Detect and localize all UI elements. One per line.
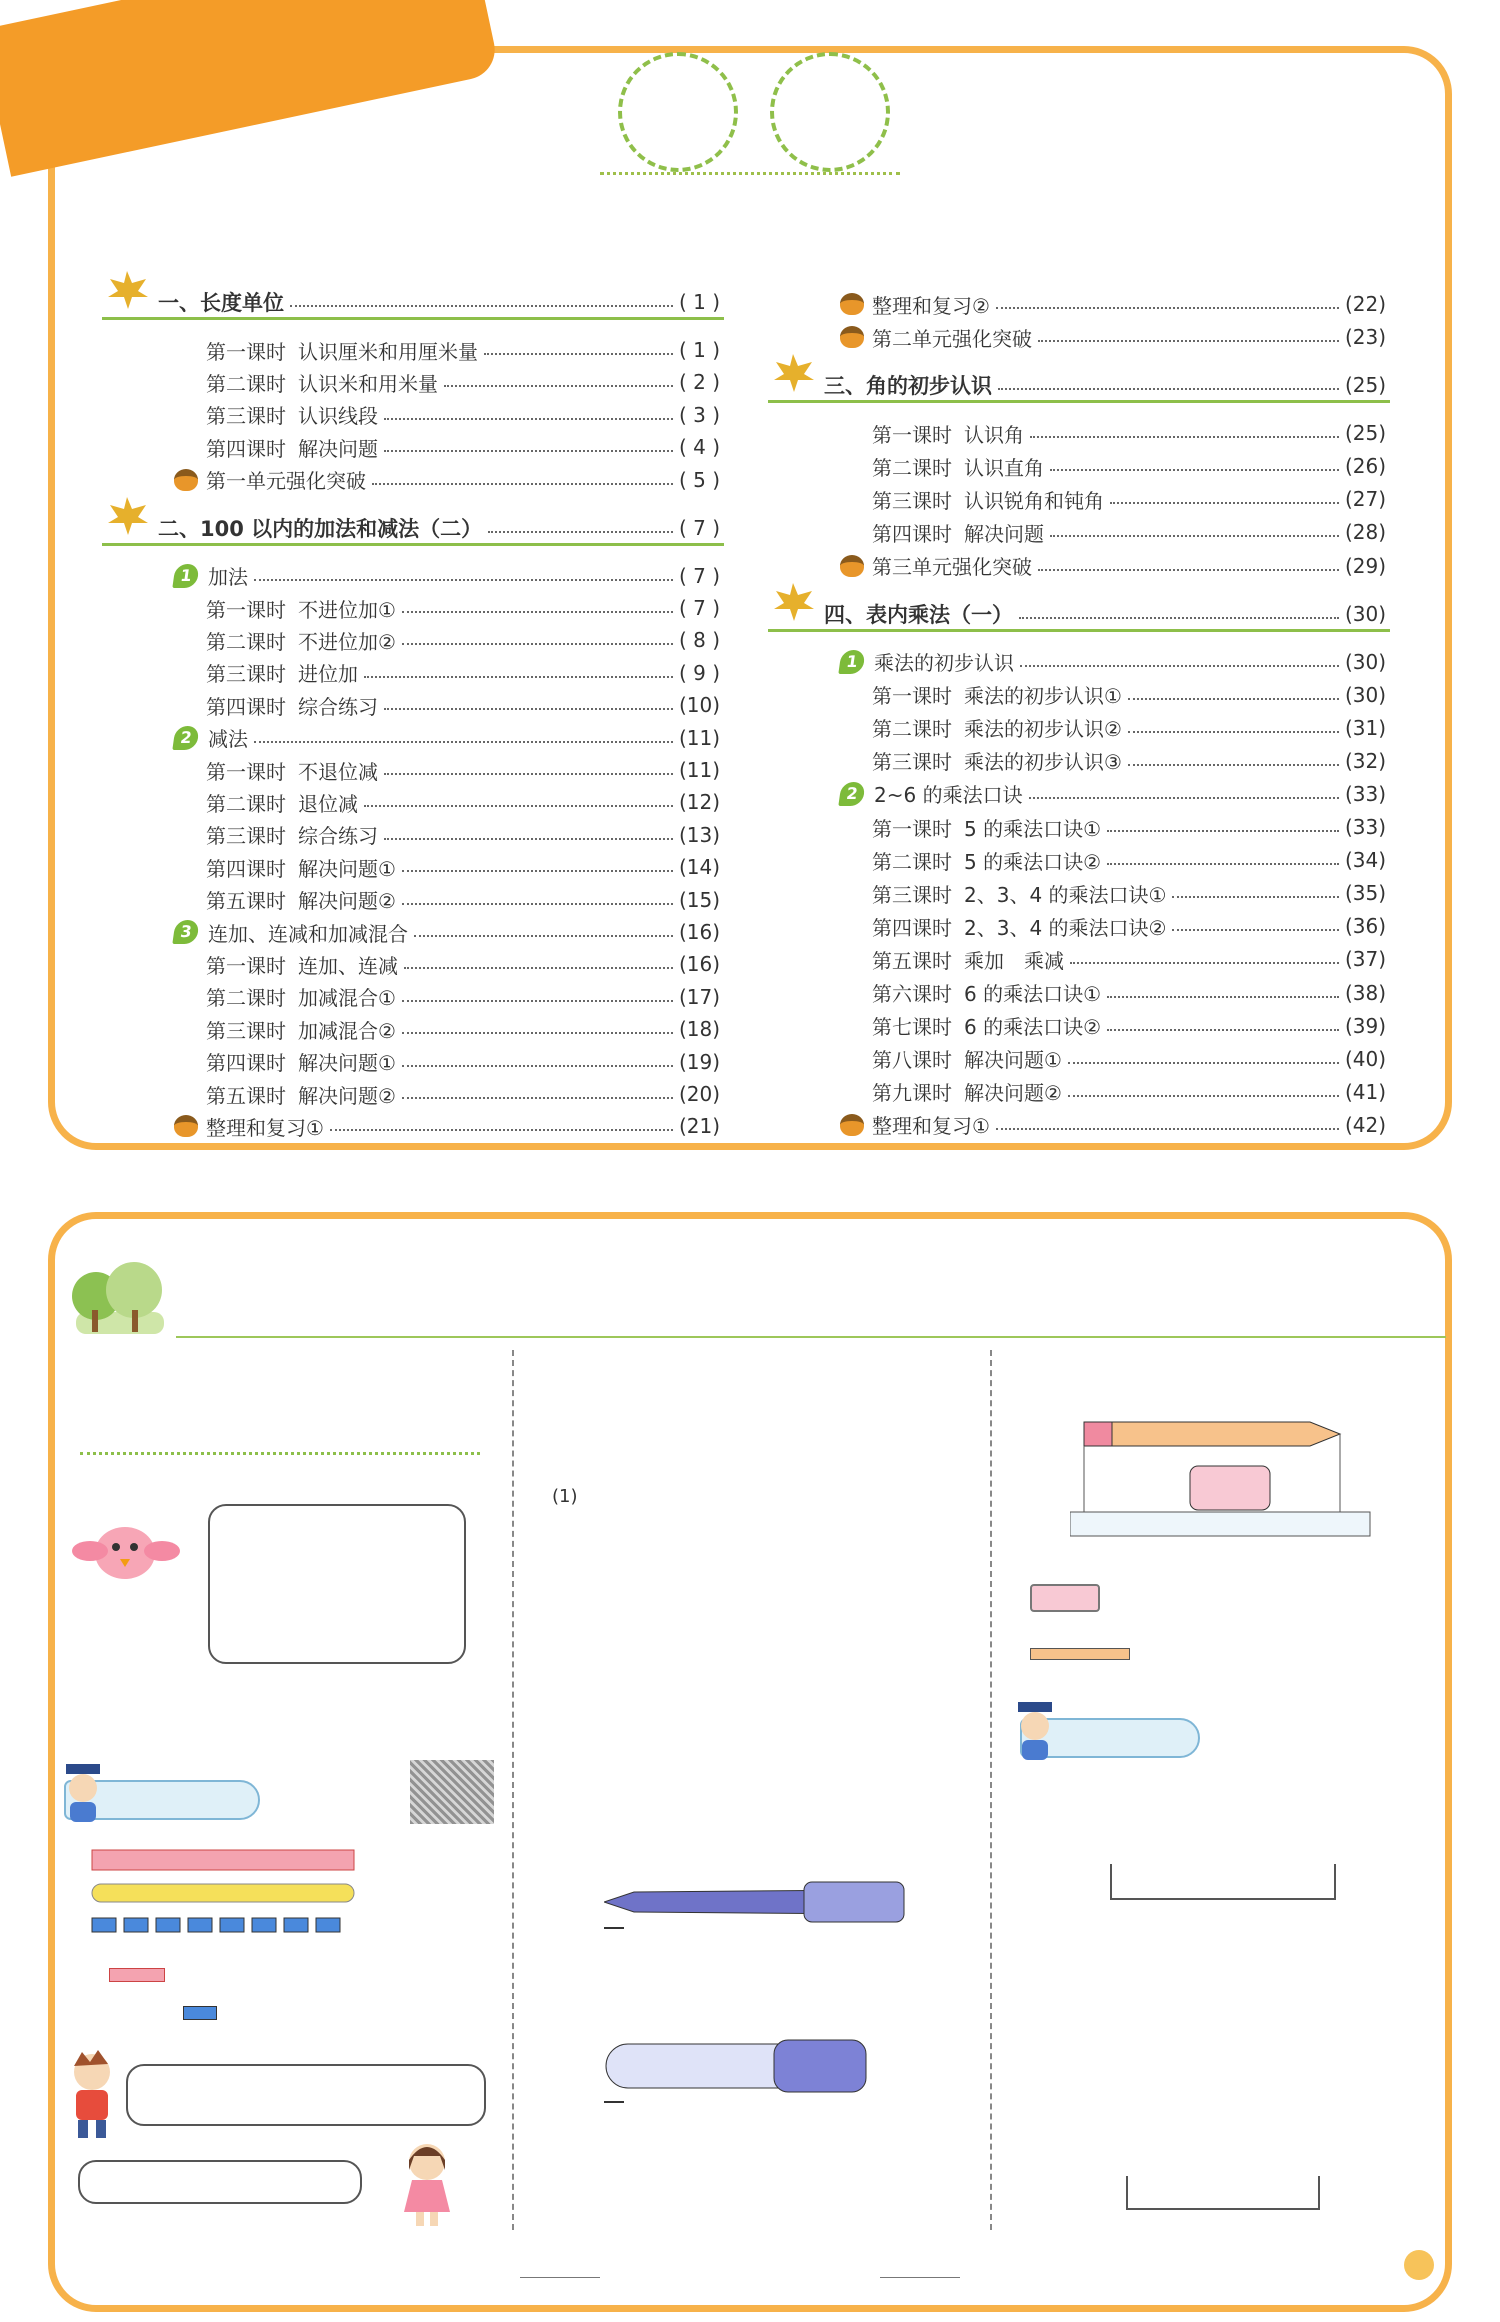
title-vine-decoration bbox=[600, 172, 900, 178]
toc-page-number: (22) bbox=[1344, 292, 1386, 316]
lesson-number: 第四课时 bbox=[206, 1051, 286, 1076]
toc-page-number: ( 8 ) bbox=[678, 628, 720, 653]
toc-entry-title: 认识厘米和用厘米量 bbox=[298, 339, 478, 364]
toc-unit-row[interactable] bbox=[158, 287, 720, 317]
toc-lesson-row[interactable] bbox=[206, 852, 720, 882]
toc-review-row[interactable] bbox=[174, 1111, 720, 1141]
dot-leader bbox=[384, 708, 673, 710]
acorn-icon bbox=[174, 469, 198, 491]
acorn-icon bbox=[840, 555, 864, 577]
toc-lesson-row[interactable] bbox=[872, 978, 1386, 1008]
lesson-number: 第七课时 bbox=[872, 1015, 952, 1040]
dot-leader bbox=[1070, 962, 1339, 964]
dot-leader bbox=[404, 967, 673, 969]
toc-entry-title: 整理和复习① bbox=[872, 1114, 990, 1139]
toc-section-row[interactable] bbox=[174, 723, 720, 753]
boy-scholar-icon-2 bbox=[1012, 1702, 1058, 1762]
toc-entry-title: 加减混合① bbox=[298, 986, 396, 1011]
toc-review-row[interactable] bbox=[840, 551, 1386, 581]
toc-page-number: ( 1 ) bbox=[678, 338, 720, 362]
toc-lesson-row[interactable] bbox=[872, 746, 1386, 776]
q1-line-1 bbox=[80, 1958, 165, 1992]
marker-figure bbox=[604, 2036, 884, 2108]
toc-page-number: (11) bbox=[678, 725, 720, 750]
toc-entry-title: 第一单元强化突破 bbox=[206, 469, 366, 494]
toc-entry-title: 第三单元强化突破 bbox=[872, 555, 1032, 579]
lesson-number: 第一课时 bbox=[872, 422, 952, 447]
dot-leader bbox=[1110, 502, 1339, 504]
dot-leader bbox=[1050, 469, 1339, 471]
lesson-number: 第四课时 bbox=[872, 521, 952, 546]
toc-entry-title: 6 的乘法口诀② bbox=[964, 1015, 1102, 1040]
maple-leaf-icon bbox=[770, 581, 816, 621]
toc-lesson-row[interactable] bbox=[872, 911, 1386, 941]
toc-lesson-row[interactable] bbox=[872, 517, 1386, 547]
toc-lesson-row[interactable] bbox=[872, 1077, 1386, 1107]
toc-page-number: (12) bbox=[678, 790, 720, 815]
dot-leader bbox=[1128, 764, 1339, 766]
toc-lesson-row[interactable] bbox=[206, 982, 720, 1012]
toc-page-number: (18) bbox=[678, 1017, 720, 1042]
maple-leaf-icon bbox=[104, 269, 150, 309]
toc-title-char-1 bbox=[618, 52, 738, 172]
dot-leader bbox=[384, 773, 673, 775]
toc-page-number: (25) bbox=[1344, 373, 1386, 398]
lesson-number: 第二课时 bbox=[206, 986, 286, 1011]
page-number bbox=[1404, 2250, 1434, 2280]
toc-lesson-row[interactable] bbox=[206, 432, 720, 462]
toc-entry-title: 认识锐角和钝角 bbox=[964, 488, 1104, 513]
q1-line-2 bbox=[154, 1996, 217, 2030]
lesson-number: 第五课时 bbox=[206, 1083, 286, 1108]
toc-lesson-row[interactable] bbox=[206, 1047, 720, 1077]
toc-lesson-row[interactable] bbox=[872, 680, 1386, 710]
toc-entry-title: 退位减 bbox=[298, 791, 358, 816]
lesson-number: 第三课时 bbox=[872, 882, 952, 907]
toc-lesson-row[interactable] bbox=[872, 944, 1386, 974]
toc-entry-title: 2、3、4 的乘法口诀② bbox=[964, 915, 1167, 940]
toc-entry-title: 解决问题 bbox=[964, 521, 1044, 546]
toc-lesson-row[interactable] bbox=[872, 418, 1386, 448]
dot-leader bbox=[1107, 1029, 1339, 1031]
lesson-number: 第二课时 bbox=[206, 791, 286, 816]
toc-entry-title: 解决问题 bbox=[298, 436, 378, 461]
toc-lesson-row[interactable] bbox=[872, 1011, 1386, 1041]
toc-page-number: ( 7 ) bbox=[678, 515, 720, 540]
toc-entry-title: 不进位加② bbox=[298, 629, 396, 654]
section-number-badge: 3 bbox=[172, 920, 199, 944]
dot-leader bbox=[402, 870, 673, 872]
dot-leader bbox=[1107, 996, 1339, 998]
bird-mascot-illustration bbox=[70, 1515, 180, 1585]
dot-leader bbox=[1128, 731, 1339, 733]
lesson-number: 第五课时 bbox=[872, 948, 952, 973]
toc-lesson-row[interactable] bbox=[206, 335, 720, 365]
toc-entry-title: 5 的乘法口诀② bbox=[964, 849, 1102, 874]
maple-leaf-icon bbox=[104, 495, 150, 535]
unit-underline bbox=[102, 317, 724, 320]
lesson-number: 第一课时 bbox=[206, 953, 286, 978]
dot-leader bbox=[402, 643, 673, 645]
toc-entry-title: 乘加 乘减 bbox=[964, 948, 1064, 973]
toc-entry-title: 乘法的初步认识② bbox=[964, 717, 1122, 742]
toc-entry-title: 2~6 的乘法口诀 bbox=[874, 783, 1023, 808]
dot-leader bbox=[384, 450, 673, 452]
toc-entry-title: 解决问题② bbox=[298, 1083, 396, 1108]
toc-entry-title: 解决问题① bbox=[964, 1048, 1062, 1073]
girl-character-illustration bbox=[396, 2140, 458, 2226]
lesson-number: 第一课时 bbox=[206, 339, 286, 364]
toc-page-number: (15) bbox=[678, 887, 720, 912]
acorn-icon bbox=[840, 293, 864, 315]
toc-entry-title: 三、角的初步认识 bbox=[824, 374, 992, 399]
dot-leader bbox=[998, 388, 1339, 390]
q1-measurement-figure bbox=[90, 1848, 360, 1946]
dot-leader bbox=[402, 1000, 673, 1002]
toc-entry-title: 不进位加① bbox=[298, 597, 396, 622]
toc-page-number: (34) bbox=[1344, 848, 1386, 873]
lesson-number: 第二课时 bbox=[872, 717, 952, 742]
toc-page-number: (27) bbox=[1344, 487, 1386, 512]
dot-leader bbox=[1038, 569, 1339, 571]
lesson-number: 第一课时 bbox=[872, 684, 952, 709]
toc-entry-title: 整理和复习② bbox=[872, 293, 990, 318]
toc-entry-title: 一、长度单位 bbox=[158, 291, 284, 315]
acorn-icon bbox=[840, 326, 864, 348]
toc-lesson-row[interactable] bbox=[206, 755, 720, 785]
lesson-number: 第一课时 bbox=[206, 597, 286, 622]
toc-lesson-row[interactable] bbox=[206, 1014, 720, 1044]
dot-leader bbox=[402, 611, 673, 613]
toc-section-row[interactable] bbox=[174, 917, 720, 947]
maple-leaf-icon bbox=[770, 352, 816, 392]
toc-page-number: (11) bbox=[678, 758, 720, 782]
footer-rule-right bbox=[880, 2277, 960, 2278]
toc-entry-title: 乘法的初步认识 bbox=[874, 651, 1014, 675]
toc-entry-title: 连加、连减 bbox=[298, 953, 398, 978]
toc-page-number: (16) bbox=[678, 920, 720, 944]
toc-lesson-row[interactable] bbox=[872, 713, 1386, 743]
q4-pencil-eraser-ruler-figure bbox=[1070, 1414, 1380, 1544]
toc-lesson-row[interactable] bbox=[872, 878, 1386, 908]
toc-entry-title: 连加、连减和加减混合 bbox=[208, 921, 408, 946]
toc-lesson-row[interactable] bbox=[206, 787, 720, 817]
toc-page-number: ( 4 ) bbox=[678, 435, 720, 460]
toc-lesson-row[interactable] bbox=[206, 820, 720, 850]
dot-leader bbox=[1172, 896, 1338, 898]
broken-ruler-2 bbox=[1126, 2176, 1320, 2210]
unit-underline bbox=[102, 543, 724, 546]
toc-page-number: (30) bbox=[1344, 601, 1386, 626]
dot-leader bbox=[1068, 1095, 1339, 1097]
dot-leader bbox=[1029, 797, 1339, 799]
toc-page-number: (23) bbox=[1344, 325, 1386, 350]
toc-lesson-row[interactable] bbox=[206, 593, 720, 623]
toc-page-number: (10) bbox=[678, 693, 720, 718]
toc-entry-title: 整理和复习① bbox=[206, 1115, 324, 1140]
lesson-number: 第三课时 bbox=[206, 662, 286, 687]
dot-leader bbox=[1068, 1062, 1339, 1064]
boy-character-illustration bbox=[62, 2050, 122, 2140]
lesson-number: 第三课时 bbox=[206, 1018, 286, 1043]
toc-lesson-row[interactable] bbox=[206, 367, 720, 397]
toc-lesson-row[interactable] bbox=[206, 625, 720, 655]
toc-entry-title: 认识米和用米量 bbox=[298, 371, 438, 396]
dot-leader bbox=[488, 531, 673, 533]
toc-page-number: (13) bbox=[678, 822, 720, 847]
broken-ruler-1 bbox=[1110, 1864, 1336, 1900]
toc-entry-title: 解决问题① bbox=[298, 856, 396, 881]
lesson-number: 第三课时 bbox=[872, 750, 952, 775]
dot-leader bbox=[1107, 863, 1339, 865]
chapter-vine-decoration bbox=[80, 1452, 480, 1458]
toc-entry-title: 6 的乘法口诀① bbox=[964, 982, 1102, 1006]
toc-page-number: ( 7 ) bbox=[678, 563, 720, 588]
dot-leader bbox=[402, 1097, 673, 1099]
dot-leader bbox=[1020, 665, 1339, 667]
toc-page-number: ( 5 ) bbox=[678, 467, 720, 492]
toc-lesson-row[interactable] bbox=[872, 451, 1386, 481]
toc-page-number: ( 7 ) bbox=[678, 596, 720, 620]
toc-review-row[interactable] bbox=[840, 289, 1386, 319]
dot-leader bbox=[372, 483, 673, 485]
section-number-badge: 1 bbox=[838, 650, 865, 674]
toc-unit-row[interactable] bbox=[158, 513, 720, 543]
section-number-badge: 2 bbox=[838, 782, 865, 806]
toc-page-number: (33) bbox=[1344, 815, 1386, 839]
dot-leader bbox=[290, 305, 673, 307]
toc-lesson-row[interactable] bbox=[206, 885, 720, 915]
toc-unit-row[interactable] bbox=[824, 599, 1386, 629]
lesson-number: 第九课时 bbox=[872, 1081, 952, 1106]
dot-leader bbox=[1172, 929, 1338, 931]
toc-review-row[interactable] bbox=[174, 465, 720, 495]
toc-page-number: (28) bbox=[1344, 520, 1386, 545]
toc-page-number: (41) bbox=[1344, 1079, 1386, 1104]
toc-page-number: (26) bbox=[1344, 454, 1386, 479]
section-number-badge: 2 bbox=[172, 726, 199, 750]
toc-page-number: (42) bbox=[1344, 1112, 1386, 1137]
header-rule bbox=[176, 1336, 1446, 1338]
section-number-badge: 1 bbox=[172, 564, 199, 588]
toc-page-number: (30) bbox=[1344, 649, 1386, 674]
acorn-icon bbox=[840, 1114, 864, 1136]
dot-leader bbox=[1050, 535, 1339, 537]
toc-page-number: (36) bbox=[1344, 914, 1386, 939]
eraser-icon bbox=[1030, 1584, 1100, 1612]
lesson-number: 第四课时 bbox=[872, 915, 952, 940]
toc-entry-title: 认识线段 bbox=[298, 404, 378, 429]
unit-underline bbox=[768, 629, 1390, 632]
toc-lesson-row[interactable] bbox=[872, 1044, 1386, 1074]
toc-lesson-row[interactable] bbox=[872, 484, 1386, 514]
lesson-number: 第一课时 bbox=[206, 759, 286, 784]
toc-page-number: (20) bbox=[678, 1082, 720, 1106]
dot-leader bbox=[402, 903, 673, 905]
q2-option-label: (1) bbox=[552, 1486, 578, 1507]
lesson-page-panel bbox=[48, 1212, 1452, 2312]
dot-leader bbox=[996, 307, 1339, 309]
toc-section-row[interactable] bbox=[174, 561, 720, 591]
lesson-number: 第八课时 bbox=[872, 1048, 952, 1073]
toc-entry-title: 第二单元强化突破 bbox=[872, 326, 1032, 351]
toc-lesson-row[interactable] bbox=[206, 658, 720, 688]
toc-lesson-row[interactable] bbox=[206, 949, 720, 979]
toc-page-number: (14) bbox=[678, 855, 720, 880]
toc-entry-title: 加减混合② bbox=[298, 1018, 396, 1043]
dot-leader bbox=[1030, 436, 1339, 438]
boy-scholar-icon bbox=[60, 1764, 106, 1824]
toc-entry-title: 5 的乘法口诀① bbox=[964, 816, 1102, 841]
column-divider-2 bbox=[990, 1350, 992, 2230]
toc-page-number: ( 2 ) bbox=[678, 370, 720, 395]
toc-entry-title: 四、表内乘法（一） bbox=[824, 602, 1013, 627]
pen-figure bbox=[604, 1872, 934, 1936]
toc-title-char-2 bbox=[770, 52, 890, 172]
toc-page-number: (37) bbox=[1344, 947, 1386, 972]
toc-entry-title: 综合练习 bbox=[298, 824, 378, 849]
toc-entry-title: 解决问题② bbox=[298, 889, 396, 914]
dot-leader bbox=[330, 1129, 673, 1131]
lesson-number: 第一课时 bbox=[872, 816, 952, 841]
toc-lesson-row[interactable] bbox=[206, 400, 720, 430]
toc-page-number: (25) bbox=[1344, 421, 1386, 446]
dot-leader bbox=[364, 676, 673, 678]
toc-page-number: ( 3 ) bbox=[678, 402, 720, 427]
dot-leader bbox=[444, 385, 673, 387]
toc-page-number: ( 1 ) bbox=[678, 290, 720, 314]
toc-lesson-row[interactable] bbox=[206, 1079, 720, 1109]
lesson-number: 第五课时 bbox=[206, 889, 286, 914]
unit-underline bbox=[768, 400, 1390, 403]
toc-page-number: (19) bbox=[678, 1049, 720, 1074]
toc-page-number: (33) bbox=[1344, 781, 1386, 806]
toc-page-number: (39) bbox=[1344, 1013, 1386, 1038]
toc-entry-title: 2、3、4 的乘法口诀① bbox=[964, 882, 1167, 907]
toc-entry-title: 乘法的初步认识① bbox=[964, 684, 1122, 709]
toc-entry-title: 综合练习 bbox=[298, 694, 378, 719]
dot-leader bbox=[402, 1032, 673, 1034]
footer-rule-left bbox=[520, 2277, 600, 2278]
toc-page-number: (32) bbox=[1344, 748, 1386, 773]
toc-page-number: (40) bbox=[1344, 1046, 1386, 1071]
toc-page-number: ( 9 ) bbox=[678, 660, 720, 685]
toc-lesson-row[interactable] bbox=[206, 690, 720, 720]
lesson-number: 第三课时 bbox=[206, 404, 286, 429]
lesson-number: 第二课时 bbox=[872, 455, 952, 480]
boy-speech-bubble bbox=[126, 2064, 486, 2126]
toc-page-number: (30) bbox=[1344, 682, 1386, 707]
toc-review-row[interactable] bbox=[840, 1110, 1386, 1140]
dot-leader bbox=[402, 1065, 673, 1067]
lesson-number: 第二课时 bbox=[206, 371, 286, 396]
toc-entry-title: 减法 bbox=[208, 727, 248, 752]
toc-lesson-row[interactable] bbox=[872, 845, 1386, 875]
lesson-number: 第三课时 bbox=[872, 488, 952, 513]
dot-leader bbox=[254, 741, 673, 743]
lesson-number: 第三课时 bbox=[206, 824, 286, 849]
dot-leader bbox=[414, 935, 673, 937]
toc-page-number: (29) bbox=[1344, 553, 1386, 578]
lesson-number: 第四课时 bbox=[206, 694, 286, 719]
dot-leader bbox=[364, 805, 673, 807]
intro-speech-bubble bbox=[208, 1504, 466, 1664]
toc-section-row[interactable] bbox=[840, 647, 1386, 677]
pencil-icon bbox=[1030, 1648, 1130, 1660]
pink-ruler-icon bbox=[109, 1968, 165, 1982]
dot-leader bbox=[1128, 698, 1339, 700]
dot-leader bbox=[384, 838, 673, 840]
toc-page-number: (17) bbox=[678, 984, 720, 1009]
toc-entry-title: 加法 bbox=[208, 565, 248, 590]
dot-leader bbox=[1019, 617, 1339, 619]
lesson-number: 第四课时 bbox=[206, 856, 286, 881]
dot-leader bbox=[1107, 830, 1339, 832]
lesson-number: 第二课时 bbox=[872, 849, 952, 874]
lesson-number: 第二课时 bbox=[206, 629, 286, 654]
toc-entry-title: 不退位减 bbox=[298, 759, 378, 784]
toc-lesson-row[interactable] bbox=[872, 812, 1386, 842]
lesson-number: 第四课时 bbox=[206, 436, 286, 461]
column-divider-1 bbox=[512, 1350, 514, 2230]
toc-page-number: (16) bbox=[678, 952, 720, 977]
toc-entry-title: 认识角 bbox=[964, 422, 1024, 447]
toc-entry-title: 进位加 bbox=[298, 662, 358, 687]
tree-illustration bbox=[56, 1250, 176, 1342]
toc-page-number: (35) bbox=[1344, 881, 1386, 906]
girl-speech-bubble bbox=[78, 2160, 362, 2204]
acorn-icon bbox=[174, 1115, 198, 1137]
lesson-number: 第六课时 bbox=[872, 982, 952, 1006]
qr-code[interactable] bbox=[410, 1760, 494, 1824]
toc-entry-title: 认识直角 bbox=[964, 455, 1044, 480]
toc-page-number: (21) bbox=[678, 1114, 720, 1139]
toc-entry-title: 乘法的初步认识③ bbox=[964, 750, 1122, 775]
dot-leader bbox=[254, 579, 673, 581]
dot-leader bbox=[484, 353, 673, 355]
toc-entry-title: 二、100 以内的加法和减法（二） bbox=[158, 516, 483, 541]
toc-review-row[interactable] bbox=[840, 322, 1386, 352]
toc-page-number: (31) bbox=[1344, 715, 1386, 740]
blue-block-icon bbox=[183, 2006, 217, 2020]
dot-leader bbox=[1038, 340, 1339, 342]
dot-leader bbox=[996, 1128, 1339, 1130]
toc-unit-row[interactable] bbox=[824, 370, 1386, 400]
toc-entry-title: 解决问题② bbox=[964, 1081, 1062, 1106]
toc-entry-title: 解决问题① bbox=[298, 1051, 396, 1076]
dot-leader bbox=[384, 418, 673, 420]
toc-page-number: (38) bbox=[1344, 980, 1386, 1005]
toc-section-row[interactable] bbox=[840, 779, 1386, 809]
